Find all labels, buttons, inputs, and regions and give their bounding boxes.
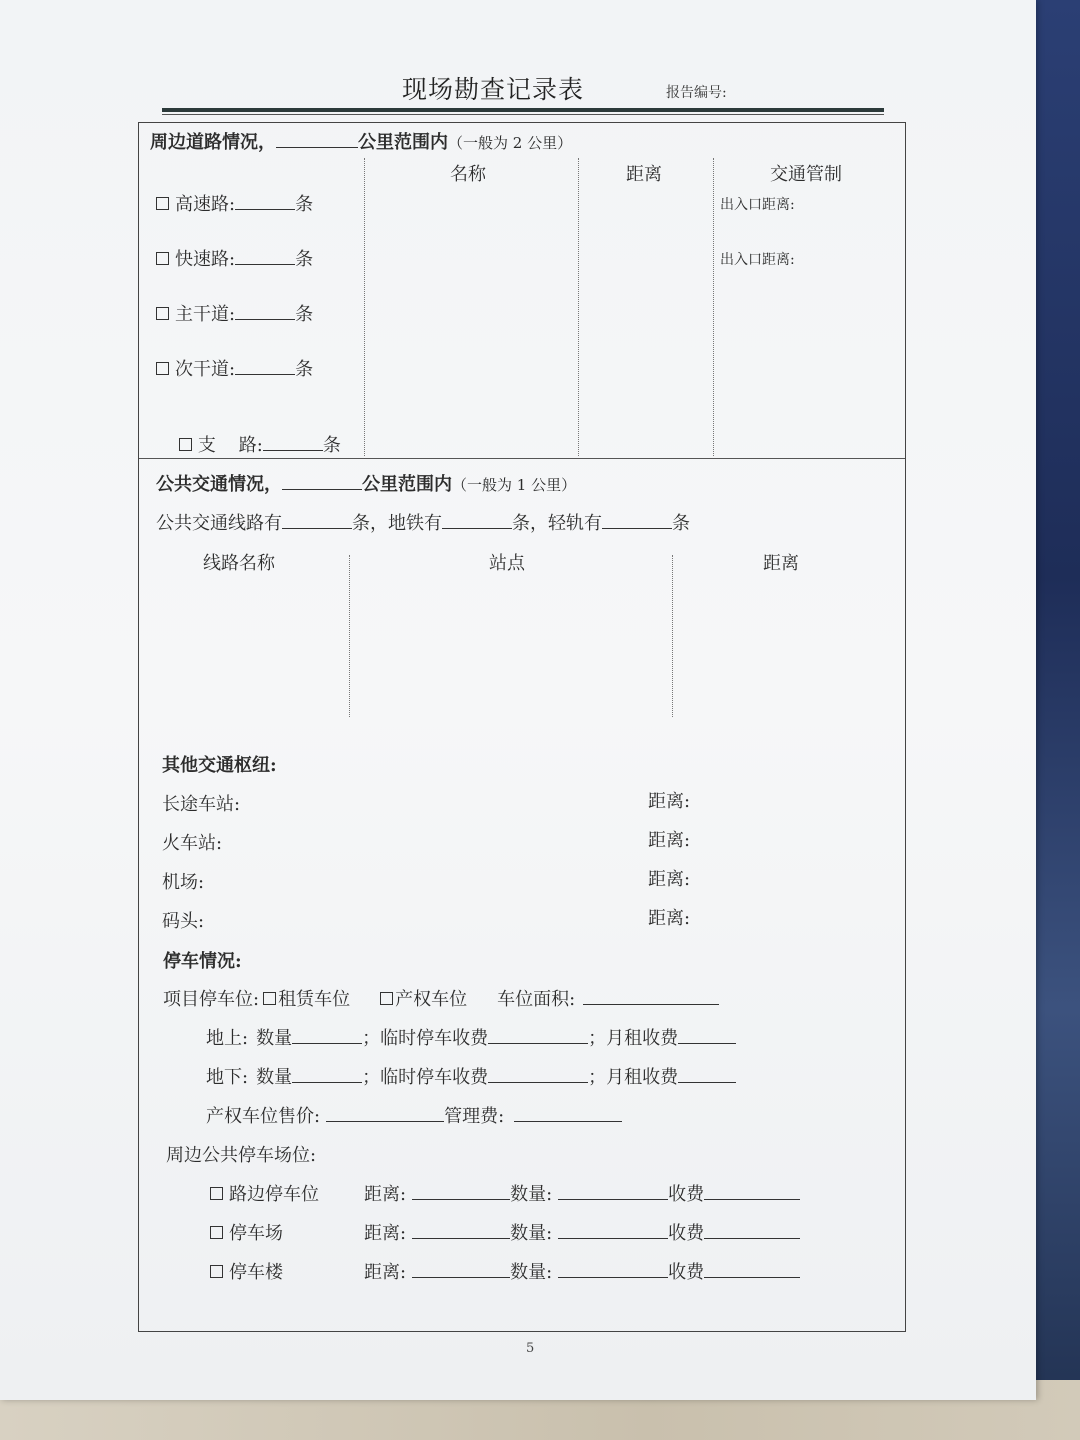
above-ground-row: 地上: 数量 ；临时停车收费 ；月租收费 xyxy=(206,1024,736,1050)
project-parking-row: 项目停车位: 租赁车位 产权车位 车位面积: xyxy=(163,985,719,1011)
background-fabric-right xyxy=(1030,0,1080,1440)
parking-heading: 停车情况: xyxy=(163,951,242,972)
distance-blank[interactable] xyxy=(412,1261,510,1278)
roads-heading: 周边道路情况， 公里范围内（一般为 2 公里） xyxy=(150,132,573,153)
roads-divider-2 xyxy=(578,158,579,456)
hub-airport: 机场: xyxy=(162,872,205,893)
roads-col-distance: 距离 xyxy=(626,164,662,185)
distance-blank[interactable] xyxy=(412,1222,510,1239)
public-parking-fields-1: 距离: 数量: 收费 xyxy=(364,1180,800,1206)
checkbox[interactable] xyxy=(179,438,192,451)
road-count-blank[interactable] xyxy=(235,248,295,265)
hub-long-distance-bus: 长途车站: xyxy=(162,794,241,815)
light-rail-lines-blank[interactable] xyxy=(602,512,672,529)
title-rule-thin xyxy=(162,114,884,115)
parking-area-blank[interactable] xyxy=(583,988,719,1005)
subway-lines-blank[interactable] xyxy=(442,512,512,529)
fee-blank[interactable] xyxy=(704,1183,800,1200)
fee-blank[interactable] xyxy=(704,1261,800,1278)
transit-divider-1 xyxy=(349,555,350,717)
road-item-main: 主干道: 条 xyxy=(156,300,313,326)
count-blank[interactable] xyxy=(558,1222,668,1239)
roads-divider-1 xyxy=(364,158,365,456)
public-parking-garage: 停车楼 xyxy=(210,1258,283,1284)
report-number-label: 报告编号: xyxy=(666,85,727,101)
rent-checkbox[interactable] xyxy=(263,992,276,1005)
below-monthly-fee-blank[interactable] xyxy=(678,1066,736,1083)
roads-divider-3 xyxy=(713,158,714,456)
transit-col-station: 站点 xyxy=(489,553,525,574)
checkbox[interactable] xyxy=(156,197,169,210)
transit-lines-row: 公共交通线路有 条，地铁有 条，轻轨有 条 xyxy=(156,513,690,534)
exit-distance-2: 出入口距离: xyxy=(720,252,795,268)
fee-blank[interactable] xyxy=(704,1222,800,1239)
public-parking-fields-2: 距离: 数量: 收费 xyxy=(364,1219,800,1245)
transit-heading: 公共交通情况， 公里范围内（一般为 1 公里） xyxy=(156,474,577,495)
hub-train-station: 火车站: xyxy=(162,833,223,854)
hub-distance-2: 距离: xyxy=(648,830,691,851)
property-checkbox[interactable] xyxy=(380,992,393,1005)
road-item-secondary: 次干道: 条 xyxy=(156,355,313,381)
underground-row: 地下: 数量 ；临时停车收费 ；月租收费 xyxy=(206,1063,736,1089)
road-item-fastway: 快速路: 条 xyxy=(156,245,313,271)
public-parking-lot: 停车场 xyxy=(210,1219,283,1245)
transit-col-distance: 距离 xyxy=(763,553,799,574)
distance-blank[interactable] xyxy=(412,1183,510,1200)
public-parking-fields-3: 距离: 数量: 收费 xyxy=(364,1258,800,1284)
hubs-heading: 其他交通枢纽: xyxy=(162,755,277,776)
hub-distance-3: 距离: xyxy=(648,869,691,890)
road-count-blank[interactable] xyxy=(235,303,295,320)
road-item-branch: 支 路: 条 xyxy=(156,410,341,478)
road-item-expressway: 高速路: 条 xyxy=(156,190,313,216)
checkbox[interactable] xyxy=(210,1226,223,1239)
roads-col-traffic: 交通管制 xyxy=(770,164,842,185)
public-parking-heading: 周边公共停车场位: xyxy=(166,1145,317,1166)
checkbox[interactable] xyxy=(210,1187,223,1200)
section-divider-roads xyxy=(139,458,905,459)
hub-dock: 码头: xyxy=(162,911,205,932)
property-price-blank[interactable] xyxy=(326,1105,444,1122)
below-qty-blank[interactable] xyxy=(292,1066,362,1083)
below-temp-fee-blank[interactable] xyxy=(488,1066,588,1083)
road-count-blank[interactable] xyxy=(263,434,323,451)
property-price-row: 产权车位售价: 管理费: xyxy=(206,1102,622,1128)
road-count-blank[interactable] xyxy=(235,193,295,210)
page-title: 现场勘查记录表 xyxy=(402,75,585,104)
page-number: 5 xyxy=(526,1341,535,1356)
roads-range-blank[interactable] xyxy=(276,131,358,148)
title-rule xyxy=(162,108,884,112)
checkbox[interactable] xyxy=(156,307,169,320)
hub-distance-1: 距离: xyxy=(648,791,691,812)
above-temp-fee-blank[interactable] xyxy=(488,1027,588,1044)
count-blank[interactable] xyxy=(558,1183,668,1200)
above-qty-blank[interactable] xyxy=(292,1027,362,1044)
roads-col-name: 名称 xyxy=(450,164,486,185)
above-monthly-fee-blank[interactable] xyxy=(678,1027,736,1044)
transit-divider-2 xyxy=(672,555,673,717)
checkbox[interactable] xyxy=(156,252,169,265)
road-count-blank[interactable] xyxy=(235,358,295,375)
transit-col-line: 线路名称 xyxy=(203,553,275,574)
hub-distance-4: 距离: xyxy=(648,908,691,929)
checkbox[interactable] xyxy=(156,362,169,375)
bus-lines-blank[interactable] xyxy=(282,512,352,529)
exit-distance-1: 出入口距离: xyxy=(720,197,795,213)
public-parking-roadside: 路边停车位 xyxy=(210,1180,319,1206)
management-fee-blank[interactable] xyxy=(514,1105,622,1122)
transit-range-blank[interactable] xyxy=(282,473,362,490)
checkbox[interactable] xyxy=(210,1265,223,1278)
count-blank[interactable] xyxy=(558,1261,668,1278)
